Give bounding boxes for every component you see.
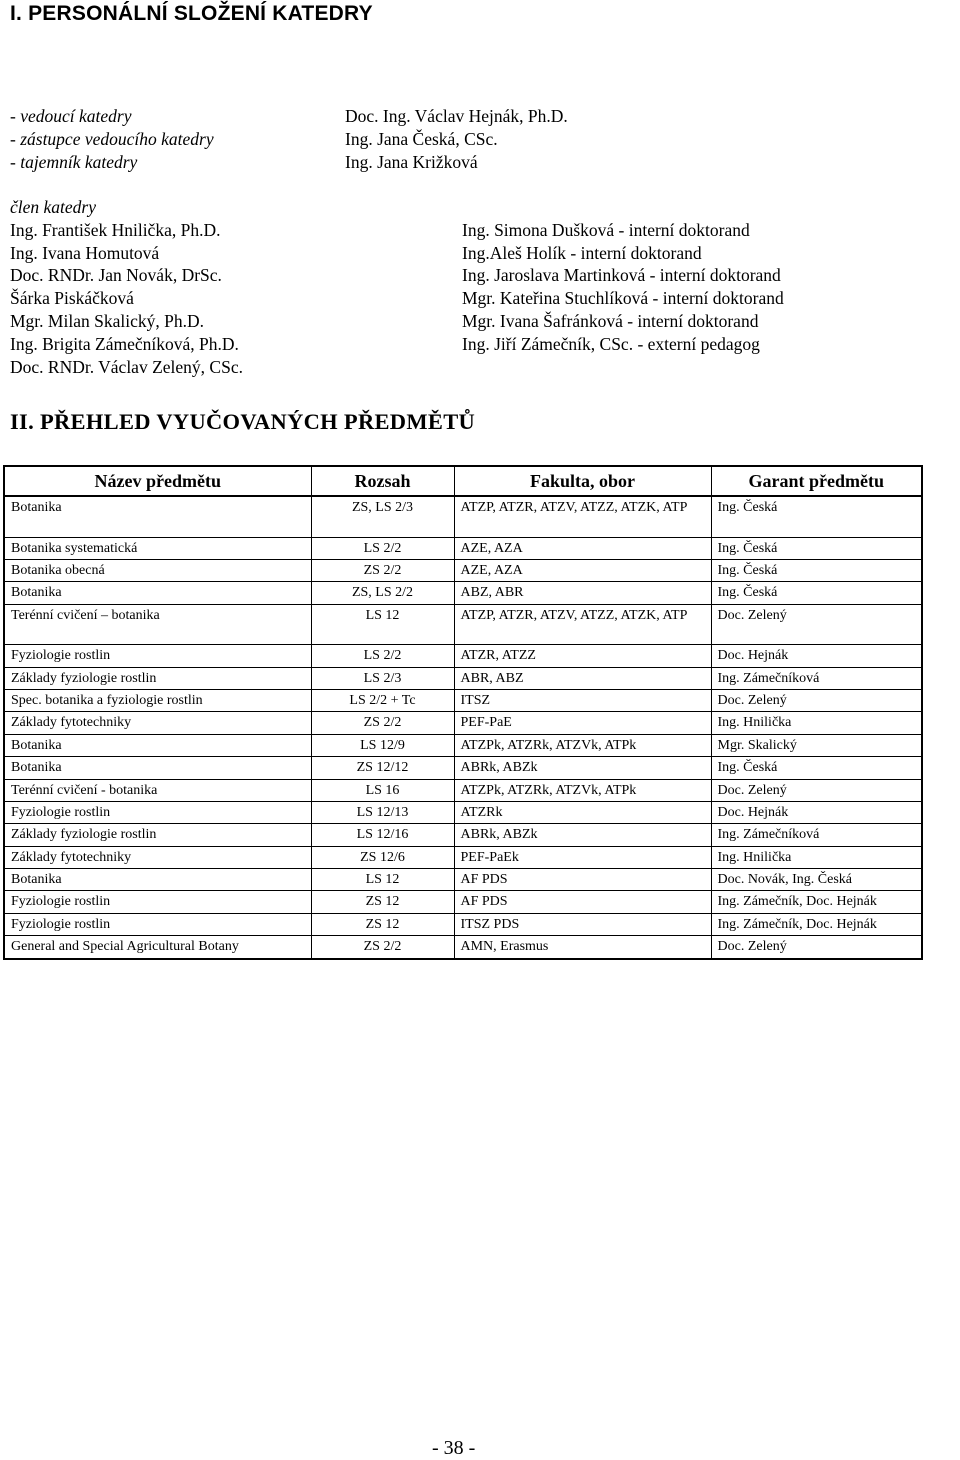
table-row [4, 537, 922, 559]
header-faculty: Fakulta, obor [454, 466, 711, 496]
cell-scope: LS 12 [311, 604, 454, 645]
section-2-heading: II. PŘEHLED VYUČOVANÝCH PŘEDMĚTŮ [10, 409, 476, 434]
cell-scope: LS 2/2 [311, 645, 454, 667]
cell-name: Botanika [4, 496, 311, 537]
cell-faculty: AF PDS [454, 891, 711, 913]
cell-name: Fyziologie rostlin [4, 913, 311, 935]
role-label-head: - vedoucí katedry [10, 106, 132, 126]
cell-faculty: AF PDS [454, 869, 711, 891]
cell-name: Botanika systematická [4, 537, 311, 559]
cell-guarantor: Ing. Zámečníková [711, 824, 922, 846]
cell-name: General and Special Agricultural Botany [4, 936, 311, 959]
cell-name: Botanika [4, 869, 311, 891]
table-row [4, 645, 922, 667]
cell-scope: ZS 12/12 [311, 757, 454, 779]
cell-scope: ZS 12 [311, 913, 454, 935]
cell-faculty: ABRk, ABZk [454, 824, 711, 846]
member-item: Doc. RNDr. Jan Novák, DrSc. [10, 265, 222, 286]
table-header-row [4, 466, 922, 496]
role-label-deputy: - zástupce vedoucího katedry [10, 128, 214, 149]
cell-guarantor: Doc. Zelený [711, 936, 922, 959]
section-1-heading: I. PERSONÁLNÍ SLOŽENÍ KATEDRY [10, 2, 373, 25]
cell-faculty: ITSZ [454, 689, 711, 711]
doctoral-item: Ing. Simona Dušková - interní doktorand [462, 219, 750, 240]
cell-faculty: AMN, Erasmus [454, 936, 711, 959]
member-item: Ing. František Hnilička, Ph.D. [10, 219, 221, 240]
cell-name: Základy fytotechniky [4, 712, 311, 734]
role-name-deputy: Ing. Jana Česká, CSc. [345, 128, 498, 149]
cell-faculty: ITSZ PDS [454, 913, 711, 935]
table-row [4, 891, 922, 913]
header-scope: Rozsah [311, 466, 454, 496]
table-row [4, 496, 922, 537]
cell-name: Fyziologie rostlin [4, 645, 311, 667]
table-row [4, 779, 922, 801]
cell-guarantor: Ing. Česká [711, 496, 922, 537]
doctoral-item: Mgr. Kateřina Stuchlíková - interní doktorand [462, 288, 784, 309]
table-row [4, 824, 922, 846]
cell-scope: LS 12/13 [311, 801, 454, 823]
table-row [4, 913, 922, 935]
cell-scope: LS 12/9 [311, 734, 454, 756]
cell-guarantor: Ing. Zámečník, Doc. Hejnák [711, 891, 922, 913]
cell-scope: LS 16 [311, 779, 454, 801]
cell-guarantor: Ing. Hnilička [711, 712, 922, 734]
member-item: Ing. Ivana Homutová [10, 242, 160, 263]
cell-guarantor: Doc. Novák, Ing. Česká [711, 869, 922, 891]
cell-scope: ZS 12/6 [311, 846, 454, 868]
cell-guarantor: Mgr. Skalický [711, 734, 922, 756]
cell-name: Spec. botanika a fyziologie rostlin [4, 689, 311, 711]
table-row [4, 604, 922, 645]
cell-faculty: PEF-PaEk [454, 846, 711, 868]
cell-scope: LS 12/16 [311, 824, 454, 846]
cell-name: Terénní cvičení - botanika [4, 779, 311, 801]
cell-faculty: AZE, AZA [454, 537, 711, 559]
member-item: Mgr. Milan Skalický, Ph.D. [10, 311, 204, 331]
member-item: Doc. RNDr. Václav Zelený, CSc. [10, 356, 243, 377]
cell-faculty: ATZPk, ATZRk, ATZVk, ATPk [454, 734, 711, 756]
cell-scope: ZS 2/2 [311, 712, 454, 734]
cell-guarantor: Ing. Česká [711, 582, 922, 604]
role-name-head: Doc. Ing. Václav Hejnák, Ph.D. [345, 106, 568, 126]
doctoral-item: Ing. Jaroslava Martinková - interní doktorand [462, 265, 781, 286]
cell-scope: ZS 2/2 [311, 936, 454, 959]
cell-guarantor: Ing. Zámečník, Doc. Hejnák [711, 913, 922, 935]
cell-scope: ZS, LS 2/2 [311, 582, 454, 604]
member-item: Ing. Brigita Zámečníková, Ph.D. [10, 333, 239, 354]
cell-guarantor: Ing. Zámečníková [711, 667, 922, 689]
cell-guarantor: Doc. Zelený [711, 689, 922, 711]
cell-guarantor: Ing. Hnilička [711, 846, 922, 868]
cell-name: Botanika obecná [4, 559, 311, 581]
cell-guarantor: Doc. Hejnák [711, 801, 922, 823]
cell-name: Fyziologie rostlin [4, 891, 311, 913]
table-row [4, 846, 922, 868]
cell-faculty: ATZRk [454, 801, 711, 823]
role-name-secretary: Ing. Jana Križková [345, 151, 478, 172]
cell-faculty: ATZP, ATZR, ATZV, ATZZ, ATZK, ATP [454, 496, 711, 537]
cell-name: Základy fytotechniky [4, 846, 311, 868]
cell-guarantor: Doc. Zelený [711, 779, 922, 801]
member-item: Šárka Piskáčková [10, 288, 134, 309]
doctoral-item: Ing.Aleš Holík - interní doktorand [462, 242, 702, 263]
cell-guarantor: Ing. Česká [711, 757, 922, 779]
cell-scope: LS 2/3 [311, 667, 454, 689]
table-row [4, 559, 922, 581]
cell-faculty: ATZP, ATZR, ATZV, ATZZ, ATZK, ATP [454, 604, 711, 645]
table-row [4, 801, 922, 823]
table-row [4, 689, 922, 711]
doctoral-item: Mgr. Ivana Šafránková - interní doktorand [462, 311, 759, 331]
table-row [4, 734, 922, 756]
role-label-secretary: - tajemník katedry [10, 151, 138, 172]
cell-faculty: ATZPk, ATZRk, ATZVk, ATPk [454, 779, 711, 801]
table-row [4, 757, 922, 779]
cell-name: Botanika [4, 757, 311, 779]
table-row [4, 869, 922, 891]
cell-guarantor: Ing. Česká [711, 559, 922, 581]
cell-faculty: ABRk, ABZk [454, 757, 711, 779]
cell-guarantor: Doc. Zelený [711, 604, 922, 645]
cell-faculty: ATZR, ATZZ [454, 645, 711, 667]
cell-scope: ZS 2/2 [311, 559, 454, 581]
cell-faculty: ABZ, ABR [454, 582, 711, 604]
cell-scope: ZS, LS 2/3 [311, 496, 454, 537]
table-row [4, 582, 922, 604]
cell-name: Botanika [4, 734, 311, 756]
cell-scope: LS 12 [311, 869, 454, 891]
members-label: člen katedry [10, 197, 96, 217]
cell-faculty: ABR, ABZ [454, 667, 711, 689]
cell-faculty: PEF-PaE [454, 712, 711, 734]
cell-faculty: AZE, AZA [454, 559, 711, 581]
subjects-table [3, 465, 923, 960]
page-number: - 38 - [432, 1437, 476, 1459]
cell-scope: ZS 12 [311, 891, 454, 913]
header-name: Název předmětu [4, 466, 311, 496]
cell-scope: LS 2/2 [311, 537, 454, 559]
cell-name: Botanika [4, 582, 311, 604]
cell-name: Základy fyziologie rostlin [4, 667, 311, 689]
cell-name: Fyziologie rostlin [4, 801, 311, 823]
header-guarantor: Garant předmětu [711, 466, 922, 496]
doctoral-item: Ing. Jiří Zámečník, CSc. - externí pedagog [462, 333, 760, 354]
table-row [4, 712, 922, 734]
cell-name: Základy fyziologie rostlin [4, 824, 311, 846]
table-row [4, 936, 922, 959]
table-row [4, 667, 922, 689]
cell-scope: LS 2/2 + Tc [311, 689, 454, 711]
cell-name: Terénní cvičení – botanika [4, 604, 311, 645]
cell-guarantor: Ing. Česká [711, 537, 922, 559]
cell-guarantor: Doc. Hejnák [711, 645, 922, 667]
